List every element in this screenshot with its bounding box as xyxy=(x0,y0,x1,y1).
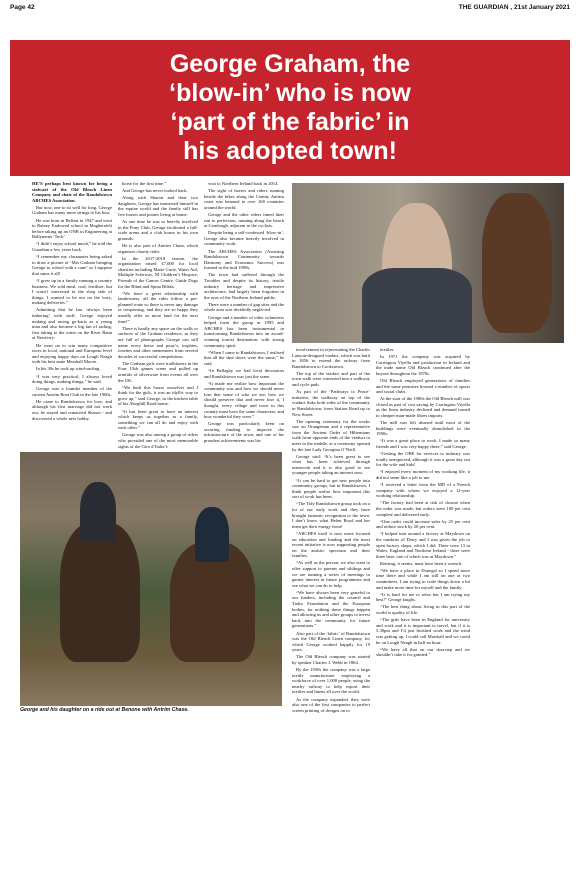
article-paragraph: “We built this house ourselves and I think for the girls, it was an idyllic way to grow up,” said George, in the kitchen table of his Aboghill Road home. xyxy=(118,384,198,407)
article-paragraph: “I remember my classmates being asked to draw a picture of ‘Mrs Graham bringing George to school with a cane’ so I suppose that sums it all! xyxy=(32,254,112,276)
article-column-4 xyxy=(292,347,370,891)
article-paragraph: There were a number of gap sites and the whole area was decidedly neglected. xyxy=(204,301,284,313)
article-paragraph: The Old Bleach company was started by speaker Charles J. Webb in 1864. xyxy=(292,654,370,665)
article-paragraph: HE’S perhaps best known for being a stalwart of the Old Bleach Linen Company and chair of the Randalstown ARCHES Association. xyxy=(32,181,112,203)
article-paragraph: George said: “It’s been great to see what has been achieved through teamwork and it is also good to see younger people taking an interest now. xyxy=(292,453,370,476)
article-paragraph: “I received a letter from the MD of a French company with whom we enjoyed a 12-year working relationship. xyxy=(376,482,470,499)
article-paragraph: As one time he was so heavily involved in the Pony Club, George facilitated a full-scale arena and a club house in his own grounds. xyxy=(118,219,198,241)
article-paragraph: “In Bellaghy we had local decorators and Randalstown was just the same. xyxy=(204,367,284,379)
article-paragraph: involvement in rejuvenating the Charles Lanyon-designed viaduct, which was built in 1856 to extend the railway from Randalstown to Cookstown. xyxy=(292,347,370,369)
article-paragraph: As the company expanded, they were also one of the first companies to perfect screen printing of designs on to xyxy=(292,696,370,713)
article-paragraph: “It is hard for me to relax but I am trying my best!” George laughs. xyxy=(376,591,470,603)
article-paragraph: “As well as the person, we also want to offer support to parents and siblings and we are running a series of meetings to garner interest in future programmes and see what we can do to help. xyxy=(292,560,370,588)
article-paragraph: “I helped turn around a factory at Maydown on the outskirts of Derry and I was given the job to open factory shops, which I did. There were 13 in Wales, England and Northern Ireland - there were three here, one of which was at Maydown.” xyxy=(376,531,470,559)
article-paragraph: He is also part of Antrim Chase, which organises charity rides. xyxy=(118,242,198,254)
coat-figure xyxy=(362,268,472,343)
article-column-5 xyxy=(376,347,470,891)
article-paragraph: George was particularly keen on securing funding to improve the infrastructure of the town, and one of his proudest achievements was his xyxy=(204,421,284,444)
article-paragraph: “One order could increase sales by 25 per cent and reduce stock by 20 per cent. xyxy=(376,518,470,530)
article-paragraph: The town had suffered through the Troubles and despite its history, textile industry heritage and impressive architecture, had largely been forgotten in the eyes of the Northern Ireland public. xyxy=(204,272,284,300)
riding-photo xyxy=(20,452,282,706)
portrait-photo xyxy=(292,183,564,343)
article-paragraph: Along with Sharon and their two daughters, George has immersed himself in the equine world and the family still has five horses and ponies living at home. xyxy=(118,195,198,217)
article-paragraph: “Getting the OBE for services to industry was totally unexpected, although it was a great day out for the wife and kids! xyxy=(376,451,470,468)
article-paragraph: The opening ceremony for the works saw an Orangeman and a representative from the Ancient Order of Hibernians walk from opposite ends of the viaduct to meet in the middle, at a ceremony opened by the late Lady Georgina O’Neill. xyxy=(292,418,370,452)
article-paragraph: Old Bleach employed generations of families and the same premises housed a number of sports and social clubs. xyxy=(376,377,470,395)
article-paragraph: In the 2017-2018 season, the organisation raised £7,000 for local charities including Marie Curie, Water Aid, Multiple Sclerosis, NI Children’s Hospice, Friends of the Cancer Centre, Guide Dogs for the Blind and Spina Bifida. xyxy=(118,255,198,289)
headline xyxy=(10,50,570,166)
photo-caption: George and his daughter on a ride out at Benone with Antrim Chase. xyxy=(20,707,189,713)
article-paragraph: visit to Northern Ireland back in 2014. xyxy=(208,181,279,186)
paper-name-date: THE GUARDIAN , 21st January 2021 xyxy=(458,4,570,11)
article-paragraph: “We have all that on our doorstep and we shouldn’t take it for granted.” xyxy=(376,646,470,658)
article-paragraph: The top of the viaduct and part of the town walk were converted into a walkway and cycle path. xyxy=(292,370,370,388)
article-paragraph: Despite being a self-confessed ‘blow-in’, George also became heavily involved in community work. xyxy=(204,230,284,247)
article-paragraph: “The Tidy Randalstown group took on a lot of our early work and they have brought fantastic recognition to the town. I don’t know what Helen Boyd and her team get their energy from! xyxy=(292,501,370,529)
headline-line: ‘blow-in’ who is now xyxy=(169,79,411,107)
article-paragraph: George and the other riders timed their run to perfection, running along the beach at Carnlough, adjacent to the cyclists. xyxy=(204,211,284,229)
article-paragraph: Admitting that he has ‘always been tinkering’ with stuff, George enjoyed making and racing go-karts as a young man and also became a big fan of sailing, first taking to the water on the River Bann at Newferry. xyxy=(32,307,112,341)
article-paragraph: There is hardly any space on the walls or surfaces of the Graham residence, as they are full of photographs George can still name every horse and pony’s, trophies, rosettes and other mementoes from several decades of successful competitions. xyxy=(118,325,198,359)
article-paragraph: As part of the ‘Pathways to Peace’ initiative, the walkway on top of the viaduct links both sides of the community in Randalstown, from Station Road up to New Street. xyxy=(292,389,370,417)
article-paragraph: George was a founder member of the current Antrim Boat Club in the late 1960s. xyxy=(32,386,112,397)
article-paragraph: Retiring, it seems, must have been a wrench. xyxy=(380,560,463,566)
article-paragraph: At the start of the 1980s the Old Bleach mill was closed as part of cost saving by Carrington Viyella as the linen industry declined and demand turned to cheaper man-made fibres imports. xyxy=(376,396,470,419)
headline-line: George Graham, the xyxy=(169,50,411,78)
article-paragraph: By the 1930s the company was a large textile manufacturer employing a workforce of over 1,000 people, using the nearby railway to help export their textiles and linens all over the world. xyxy=(292,667,370,695)
article-paragraph: He went on to win many competitive races in local, national and European level and enjoying happy days on Lough Neagh with his best mate Marshall Moore. xyxy=(32,342,112,365)
article-paragraph: textiles. xyxy=(380,347,395,352)
article-paragraph: “We have a place in Donegal so I spend more time there and while I am still on one or two committees, I am trying to scale things down a bit and make more time for myself and the family. xyxy=(376,567,470,590)
article-paragraph: In his 30s he took up wind-surfing. xyxy=(36,366,101,372)
article-paragraph: “It made me realise how important the community was and how we should never lose that sense of who we are, how we should preserve that and never lose it, I thought, every village and town in this country must have the same characters, and how wonderful they were.” xyxy=(204,380,284,420)
headline-line: his adopted town! xyxy=(183,137,397,165)
page-header xyxy=(10,4,570,15)
article-paragraph: The mill was left disused until most of the buildings were eventually demolished in the 1990s. xyxy=(376,420,470,437)
article-paragraph: The sight of horses and riders running beside the bikes along the County Antrim coast was beamed to over 160 countries around the world. xyxy=(204,188,284,210)
article-paragraph: And George has never looked back. xyxy=(122,188,188,194)
article-paragraph: “When I came to Randalstown, I realised that all the shut doors were the same,” he said. xyxy=(204,349,284,366)
article-paragraph: “The factory had been at risk of closure when the order was made, but orders were 100 per cent complete and delivered early. xyxy=(376,500,470,517)
article-paragraph: Also part of the ‘fabric’ of Randalstown was the Old Bleach Linen company, for which George worked happily for 19 years. xyxy=(292,630,370,653)
article-paragraph: George and a number of other volunteers helped form the group in 1995 and ARCHES has been instrumental in transforming Randalstown into an award-winning tourist destination, with strong community spirit. xyxy=(204,314,284,348)
article-paragraph: “I enjoyed every moment of my working life, it did not seem like a job to me. xyxy=(376,469,470,480)
headline-line: ‘part of the fabric’ in xyxy=(170,108,410,136)
article-paragraph: He was born in Belfast in 1947 and went to Rainey Endowed school in Magherafelt before taking up an ONB in Engineering at Ballymena ‘Tech’. xyxy=(32,217,112,240)
article-paragraph: George was also among a group of riders who provided one of the most memorable sights of the Giro d’Italia’s xyxy=(118,432,198,449)
page-number: Page 42 xyxy=(10,4,35,11)
article-paragraph: “I was very practical, I always loved doing things, making things,” he said. xyxy=(32,373,112,385)
article-paragraph: “It can be hard to get new people into community groups, but in Randalstown, I think people realise how important this sort of work has been. xyxy=(292,477,370,500)
article-paragraph: The ARCHES Association (Assisting Randalstown Community towards Harmony and Economic Success) was formed in the mid 1990s. xyxy=(204,248,284,271)
article-paragraph: “The best thing about living in this part of the world is quality of life. xyxy=(376,604,470,616)
rider-figure xyxy=(195,507,229,562)
article-paragraph: horse for the first time.” xyxy=(122,181,167,186)
article-paragraph: “We have always been very grateful to our funders, including the council and Tudor Foundation and the European bodies, for nothing these things happen and allowing us and other groups to invest back into the community for future generations.” xyxy=(292,589,370,629)
article-paragraph: He came to Randalstown for love, and although his first marriage did not work out, he stayed and remarried Sharon - and discovered a whole new hobby. xyxy=(32,398,112,421)
article-paragraph: “ARCHES itself is now more focused on education and funding and the most recent initiative is now supporting people on the autistic spectrum and their families. xyxy=(292,530,370,559)
article-paragraph: “I didn’t enjoy school much,” he told the Guardian a few years back. xyxy=(32,241,112,253)
horse-figure xyxy=(482,193,552,333)
article-paragraph: The Graham girls were trailblazers in the Four Ulsh games scene and pulled up armfuls of silverware from events all over the UK. xyxy=(118,360,198,383)
rider-figure xyxy=(80,482,116,542)
article-paragraph: In 1971 the company was acquired by Carrington Viyella and production in Ireland and the trade name Old Bleach continued after the buyout throughout the 1970s. xyxy=(376,354,470,376)
article-paragraph: “It was a great place to work, I made so many friends and I was very happy there,” said George. xyxy=(376,438,470,449)
article-paragraph: “We have a great relationship with landowners, all the rides follow a pre-planned route so there is never any damage or trespassing, and they are so happy they usually offer us more land for the next time!” xyxy=(118,290,198,324)
article-paragraph: But now, one to sit well for long, George Graham has many more strings to his bow. xyxy=(32,204,112,216)
article-paragraph: “I grew up in a family running a country business. We sold meal, coal, fertiliser, but I wasn’t interested in the shop side of things, I wanted to be out on the lorry, making deliveries.” xyxy=(32,278,112,306)
horse-figure xyxy=(60,522,140,662)
article-paragraph: “It has been great to have an interest which keeps us together as a family, something we can all do and enjoy with each other.” xyxy=(118,408,198,431)
article-paragraph: “The girls have been in England for university and work and it is important to travel, but if it is 5.30pm and I’d just finished work and the wind was getting up, I could call Marshall and we could be on Lough Neagh in half an hour. xyxy=(376,617,470,645)
